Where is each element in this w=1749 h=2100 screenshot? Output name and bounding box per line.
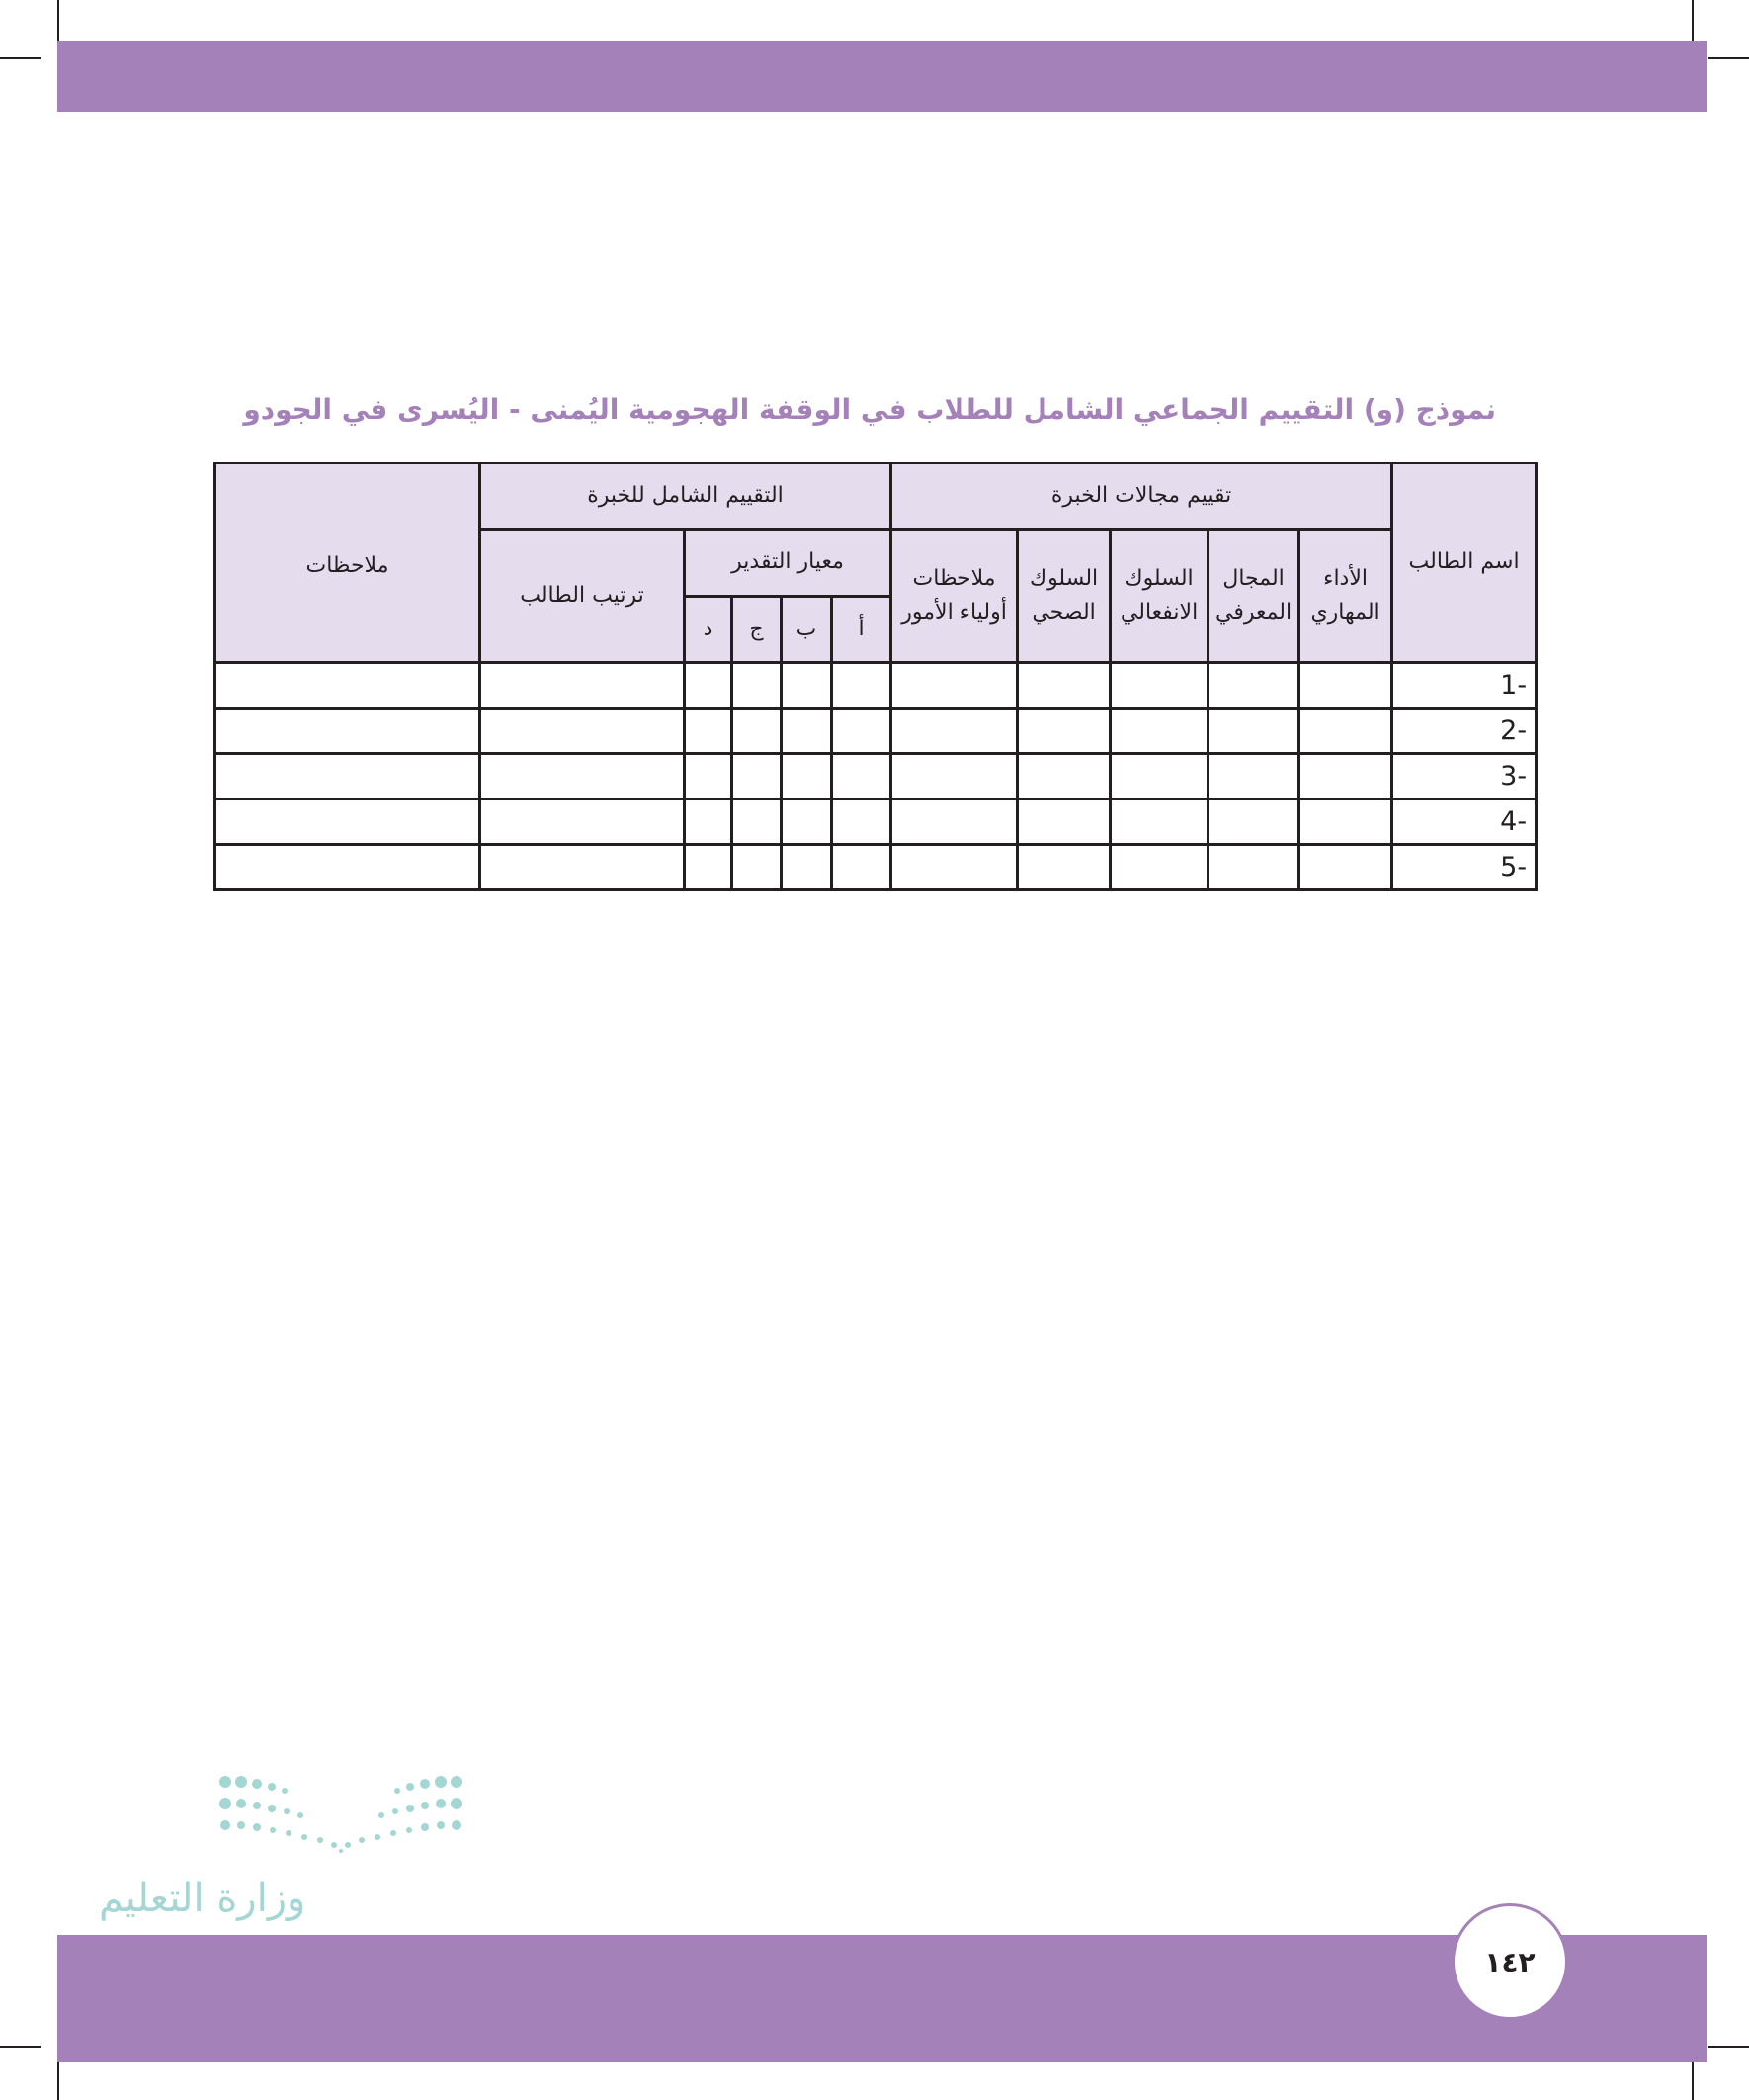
table-cell	[685, 709, 732, 754]
table-cell	[891, 845, 1018, 890]
table-cell	[891, 754, 1018, 799]
table-cell	[1111, 663, 1208, 709]
row-number: 2-	[1392, 709, 1537, 754]
student-rank-header: ترتيب الطالب	[480, 530, 685, 663]
criteria-c-header: ج	[732, 597, 782, 663]
table-cell	[1018, 663, 1111, 709]
crop-mark	[1708, 57, 1749, 59]
table-cell	[1208, 754, 1299, 799]
table-cell	[480, 799, 685, 845]
table-cell	[782, 754, 832, 799]
rating-criteria-header: معيار التقدير	[685, 530, 891, 597]
header-band	[57, 41, 1707, 112]
table-cell	[832, 845, 891, 890]
table-cell	[685, 799, 732, 845]
table-cell	[1018, 799, 1111, 845]
table-cell	[215, 845, 480, 890]
table-cell	[832, 709, 891, 754]
table-cell	[732, 663, 782, 709]
table-cell	[1111, 709, 1208, 754]
table-cell	[215, 799, 480, 845]
criteria-a-header: أ	[832, 597, 891, 663]
health-behavior-header: السلوك الصحي	[1018, 530, 1111, 663]
row-number: 4-	[1392, 799, 1537, 845]
row-number: 1-	[1392, 663, 1537, 709]
table-cell	[891, 709, 1018, 754]
experience-domains-header: تقييم مجالات الخبرة	[891, 463, 1392, 530]
table-row	[215, 754, 1537, 799]
parents-notes-header: ملاحظات أولياء الأمور	[891, 530, 1018, 663]
page-title: نموذج (و) التقييم الجماعي الشامل للطلاب في الوقفة الهجومية اليُمنى - اليُسرى في الجودو	[243, 393, 1496, 426]
ministry-emblem-icon	[217, 1774, 464, 1853]
table-cell	[732, 754, 782, 799]
table-cell	[782, 799, 832, 845]
table-cell	[215, 709, 480, 754]
table-row	[215, 845, 1537, 890]
table-cell	[891, 663, 1018, 709]
row-number: 5-	[1392, 845, 1537, 890]
table-cell	[685, 663, 732, 709]
table-cell	[891, 799, 1018, 845]
table-cell	[1299, 663, 1392, 709]
cognitive-domain-header: المجال المعرفي	[1208, 530, 1299, 663]
table-cell	[732, 709, 782, 754]
table-cell	[1208, 845, 1299, 890]
table-cell	[480, 709, 685, 754]
crop-mark	[57, 0, 59, 41]
row-number: 3-	[1392, 754, 1537, 799]
table-cell	[1299, 754, 1392, 799]
crop-mark	[57, 2062, 59, 2100]
skill-performance-header: الأداء المهاري	[1299, 530, 1392, 663]
table-cell	[832, 754, 891, 799]
table-cell	[480, 845, 685, 890]
table-cell	[215, 663, 480, 709]
table-cell	[832, 663, 891, 709]
table-cell	[1018, 754, 1111, 799]
table-row	[215, 663, 1537, 709]
table-cell	[685, 754, 732, 799]
student-name-header: اسم الطالب	[1392, 463, 1537, 663]
table-cell	[1208, 799, 1299, 845]
table-cell	[480, 754, 685, 799]
criteria-d-header: د	[685, 597, 732, 663]
emotional-behavior-header: السلوك الانفعالي	[1111, 530, 1208, 663]
table-cell	[685, 845, 732, 890]
crop-mark	[1708, 2046, 1749, 2048]
table-cell	[782, 709, 832, 754]
crop-mark	[1692, 2062, 1694, 2100]
ministry-logo-text: وزارة التعليم	[99, 1876, 306, 1921]
table-cell	[732, 845, 782, 890]
table-cell	[1111, 845, 1208, 890]
crop-mark	[0, 2046, 41, 2048]
page-number: ١٤٢	[1452, 1903, 1568, 2020]
table-cell	[1018, 709, 1111, 754]
crop-mark	[1692, 0, 1694, 41]
table-cell	[1111, 799, 1208, 845]
table-cell	[1299, 799, 1392, 845]
comprehensive-assessment-header: التقييم الشامل للخبرة	[480, 463, 891, 530]
assessment-table	[213, 462, 1538, 891]
table-cell	[1299, 709, 1392, 754]
table-cell	[1208, 709, 1299, 754]
table-cell	[215, 754, 480, 799]
notes-header: ملاحظات	[215, 463, 480, 663]
table-cell	[1018, 845, 1111, 890]
crop-mark	[0, 57, 41, 59]
table-row	[215, 709, 1537, 754]
criteria-b-header: ب	[782, 597, 832, 663]
table-cell	[1299, 845, 1392, 890]
table-cell	[480, 663, 685, 709]
table-cell	[782, 663, 832, 709]
table-cell	[1111, 754, 1208, 799]
table-cell	[782, 845, 832, 890]
table-cell	[1208, 663, 1299, 709]
table-cell	[832, 799, 891, 845]
table-cell	[732, 799, 782, 845]
table-row	[215, 799, 1537, 845]
